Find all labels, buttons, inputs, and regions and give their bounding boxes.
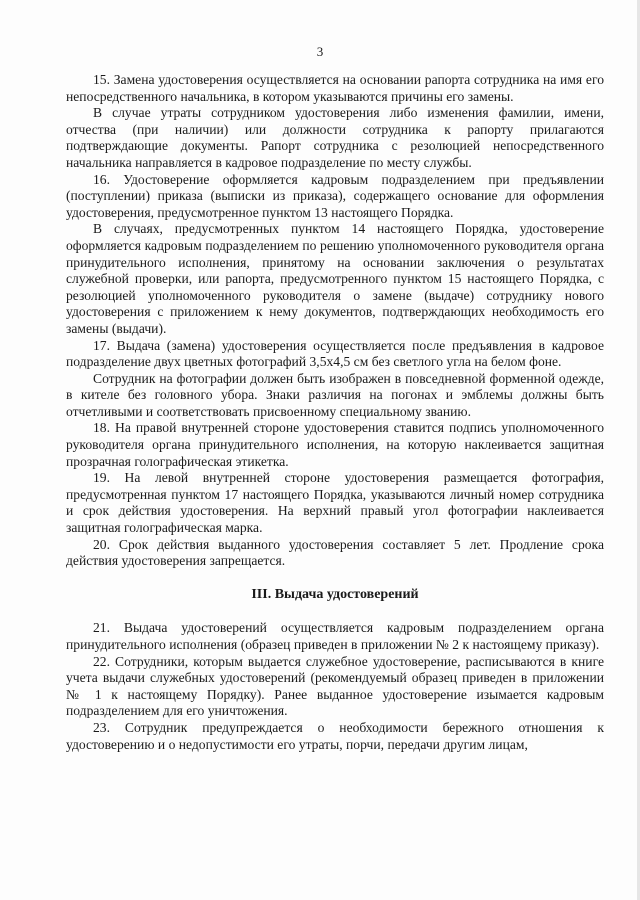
paragraph-15-loss: В случае утраты сотрудником удостоверения либо изменения фамилии, имени, отчества (при наличии) или должности сотрудника к рапорту прилагаются подтверждающие документы. Рапорт сотрудника с резолюцией непосредственного начальника направляется в кадровое подразделение по месту службы. [66, 105, 604, 170]
paragraph-15: 15. Замена удостоверения осуществляется на основании рапорта сотрудника на имя его непосредственного начальника, в котором указываются причины его замены. [66, 72, 604, 104]
paragraph-18: 18. На правой внутренней стороне удостоверения ставится подпись уполномоченного руководителя органа принудительного исполнения, на которую наклеивается защитная прозрачная голографическая этикетка. [66, 420, 604, 469]
paragraph-17-photo: Сотрудник на фотографии должен быть изображен в повседневной форменной одежде, в кителе без головного убора. Знаки различия на погонах и эмблемы должны быть отчетливыми и соответствовать присвоенному специальному званию. [66, 370, 604, 419]
section-heading: III. Выдача удостоверений [251, 586, 419, 602]
paragraph-17: 17. Выдача (замена) удостоверения осуществляется после предъявления в кадровое подразделение двух цветных фотографий 3,5х4,5 см без светлого угла на белом фоне. [66, 337, 604, 370]
paragraph-22: 22. Сотрудники, которым выдается служебное удостоверение, расписываются в книге учета выдачи служебных удостоверений (рекомендуемый образец приведен в приложении № 1 к настоящему Порядку). Ранее выданное удостоверение изымается кадровым подразделением для его уничтожения. [66, 653, 604, 719]
document-body [66, 72, 604, 753]
paragraph-23: 23. Сотрудник предупреждается о необходимости бережного отношения к удостоверению и о недопустимости его утраты, порчи, передачи другим лицам, [66, 719, 604, 752]
paragraph-16: 16. Удостоверение оформляется кадровым подразделением при предъявлении (поступлении) приказа (выписки из приказа), содержащего основание для оформления удостоверения, предусмотренное пунктом 13 настоящего Порядка. [66, 171, 604, 220]
paragraph-16-cases: В случаях, предусмотренных пунктом 14 настоящего Порядка, удостоверение оформляется кадровым подразделением по решению уполномоченного руководителя органа принудительного исполнения, принятому на основании заключения о результатах служебной проверки, или рапорта, предусмотренного пунктом 15 настоящего Порядка, с резолюцией уполномоченного руководителя о замене (выдаче) сотруднику нового удостоверения с приложением к нему документов, подтверждающих необходимость его замены (выдачи). [66, 221, 604, 336]
paragraph-20: 20. Срок действия выданного удостоверения составляет 5 лет. Продление срока действия удостоверения запрещается. [66, 536, 604, 569]
paragraph-19: 19. На левой внутренней стороне удостоверения размещается фотография, предусмотренная пунктом 17 настоящего Порядка, указываются личный номер сотрудника и срок действия удостоверения. На верхний правый угол фотографии наклеивается защитная голографическая марка. [66, 470, 604, 536]
page-number: 3 [316, 44, 324, 59]
paragraph-21: 21. Выдача удостоверений осуществляется кадровым подразделением органа принудительного исполнения (образец приведен в приложении № 2 к настоящему приказу). [66, 620, 604, 652]
